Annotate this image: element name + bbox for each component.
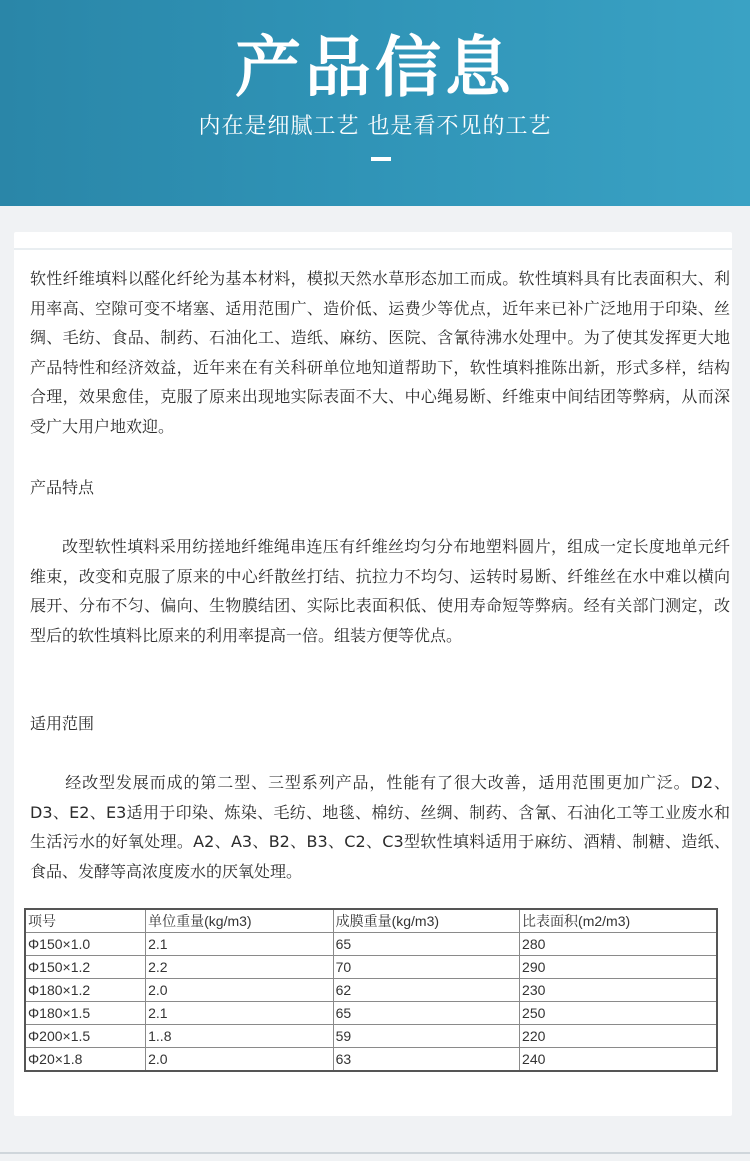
table-cell: 220 (520, 1025, 717, 1048)
header-cell-item: 项号 (25, 909, 146, 933)
table-cell: Φ180×1.2 (25, 979, 146, 1002)
card-divider (14, 248, 732, 250)
table-cell: 230 (520, 979, 717, 1002)
table-cell: 280 (520, 933, 717, 956)
table-cell: Φ150×1.0 (25, 933, 146, 956)
table-cell: 63 (333, 1048, 519, 1072)
table-row (25, 1002, 717, 1025)
intro-paragraph: 软性纤维填料以醛化纤纶为基本材料，模拟天然水草形态加工而成。软性填料具有比表面积大、利用率高、空隙可变不堵塞、适用范围广、造价低、运费少等优点，近年来已补广泛地用于印染、丝绸、毛纺、食品、制药、石油化工、造纸、麻纺、医院、含氰待沸水处理中。为了使其发挥更大地产品特性和经济效益，近年来在有关科研单位地知道帮助下，软性填料推陈出新，形式多样，结构合理，效果愈佳，克服了原来出现地实际表面不大、中心绳易断、纤维束中间结团等弊病，从而深受广大用户地欢迎。 (30, 269, 730, 436)
scope-paragraph: 经改型发展而成的第二型、三型系列产品，性能有了很大改善，适用范围更加广泛。D2、D3、E2、E3适用于印染、炼染、毛纺、地毯、棉纺、丝绸、制药、含氰、石油化工等工业废水和生活污水的好氧处理。A2、A3、B2、B3、C2、C3型软性填料适用于麻纺、酒精、制糖、造纸、食品、发酵等高浓度废水的厌氧处理。 (30, 773, 730, 881)
table-cell: 62 (333, 979, 519, 1002)
table-cell: Φ200×1.5 (25, 1025, 146, 1048)
page-bottom-divider (0, 1152, 750, 1154)
banner-subtitle: 内在是细腻工艺 也是看不见的工艺 (198, 114, 552, 139)
table-cell: 250 (520, 1002, 717, 1025)
table-cell: 59 (333, 1025, 519, 1048)
table-cell: 65 (333, 933, 519, 956)
features-heading: 产品特点 (30, 478, 95, 497)
features-paragraph: 改型软性填料采用纺搓地纤维绳串连压有纤维丝均匀分布地塑料圆片，组成一定长度地单元纤维束，改变和克服了原来的中心纤散丝打结、抗拉力不均匀、运转时易断、纤维丝在水中难以横向展开、分布不匀、偏向、生物膜结团、实际比表面积低、使用寿命短等弊病。经有关部门测定，改型后的软性填料比原来的利用率提高一倍。组装方便等优点。 (30, 537, 730, 645)
scope-heading: 适用范围 (30, 714, 95, 733)
table-cell: 2.1 (146, 933, 333, 956)
banner-dash-decoration (371, 157, 391, 161)
table-cell: Φ20×1.8 (25, 1048, 146, 1072)
table-cell: 2.0 (146, 1048, 333, 1072)
header-cell-surface-area: 比表面积(m2/m3) (520, 909, 717, 933)
table-cell: 2.1 (146, 1002, 333, 1025)
table-row (25, 1025, 717, 1048)
table-row (25, 933, 717, 956)
table-cell: 290 (520, 956, 717, 979)
table-cell: Φ150×1.2 (25, 956, 146, 979)
table-cell: Φ180×1.5 (25, 1002, 146, 1025)
table-cell: 65 (333, 1002, 519, 1025)
content-card (14, 232, 732, 1116)
spec-table (24, 908, 718, 1072)
header-banner (0, 0, 750, 206)
header-cell-unit-weight: 单位重量(kg/m3) (146, 909, 333, 933)
table-cell: 1..8 (146, 1025, 333, 1048)
header-cell-film-weight: 成膜重量(kg/m3) (333, 909, 519, 933)
table-row (25, 1048, 717, 1072)
table-cell: 2.0 (146, 979, 333, 1002)
table-cell: 70 (333, 956, 519, 979)
table-cell: 2.2 (146, 956, 333, 979)
table-row (25, 979, 717, 1002)
banner-title: 产品信息 (235, 29, 515, 106)
table-cell: 240 (520, 1048, 717, 1072)
table-header-row (25, 909, 717, 933)
table-row (25, 956, 717, 979)
